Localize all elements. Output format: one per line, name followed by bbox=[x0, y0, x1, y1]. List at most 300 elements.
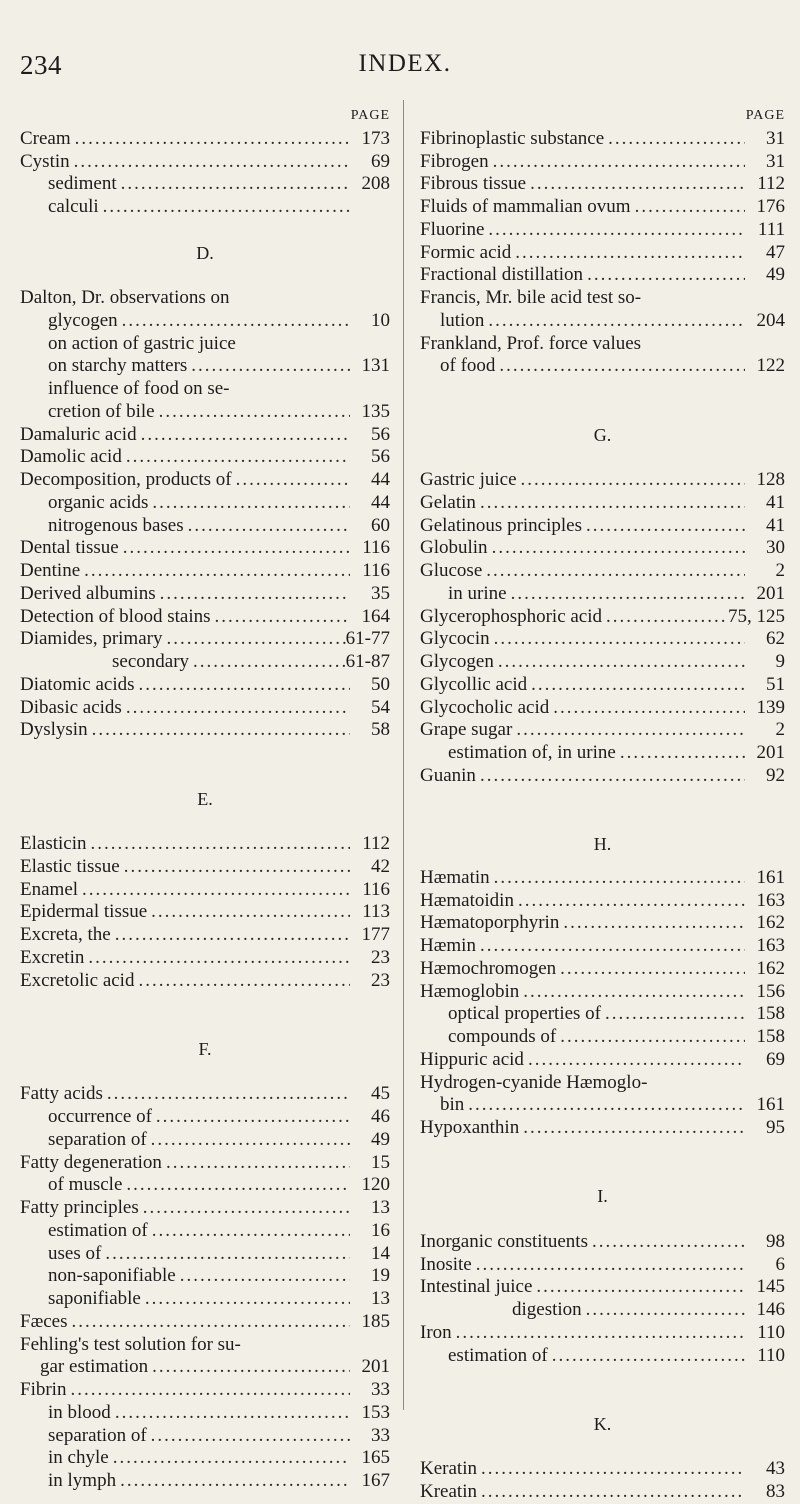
index-entry bbox=[420, 1276, 785, 1299]
section-letter: F. bbox=[198, 1038, 212, 1059]
entry-page-number: 135 bbox=[361, 400, 390, 422]
entry-term: Hæmatin bbox=[420, 866, 490, 888]
entry-page-number: 43 bbox=[766, 1458, 785, 1480]
entry-term: Intestinal juice bbox=[420, 1276, 533, 1298]
leader-dots bbox=[189, 651, 346, 674]
entry-term: Diamides, primary bbox=[20, 628, 163, 650]
leader-dots bbox=[616, 742, 745, 765]
entry-term: of muscle bbox=[48, 1174, 123, 1196]
entry-term: Damaluric acid bbox=[20, 423, 137, 445]
entry-term: in lymph bbox=[48, 1470, 117, 1491]
index-entry bbox=[20, 1447, 390, 1470]
leader-dots bbox=[556, 1026, 745, 1049]
entry-page-number: 120 bbox=[361, 1174, 390, 1196]
index-entry bbox=[420, 765, 785, 788]
entry-term: Frankland, Prof. force values bbox=[420, 332, 642, 354]
index-entry bbox=[420, 333, 785, 356]
column-divider bbox=[403, 100, 404, 1410]
leader-dots bbox=[484, 310, 745, 333]
page-header bbox=[20, 50, 790, 80]
leader-dots bbox=[495, 355, 745, 378]
index-entry bbox=[20, 970, 390, 993]
leader-dots bbox=[84, 947, 350, 970]
index-column-left bbox=[20, 105, 390, 1493]
entry-term: in chyle bbox=[48, 1447, 109, 1469]
leader-dots bbox=[548, 1345, 745, 1368]
index-entry bbox=[420, 537, 785, 560]
index-entry bbox=[420, 1254, 785, 1277]
running-title: INDEX. bbox=[358, 50, 452, 77]
entry-term: Cream bbox=[20, 127, 71, 149]
index-entry bbox=[20, 947, 390, 970]
entry-page-number: 163 bbox=[756, 935, 785, 956]
index-entry bbox=[20, 1402, 390, 1425]
entry-term: bin bbox=[440, 1094, 465, 1116]
entry-page-number: 13 bbox=[371, 1288, 390, 1309]
entry-term: digestion bbox=[512, 1299, 582, 1320]
entry-page-number: 145 bbox=[756, 1276, 785, 1298]
leader-dots bbox=[211, 606, 351, 629]
entry-page-number: 173 bbox=[361, 127, 390, 149]
index-entry bbox=[420, 1094, 785, 1117]
entry-page-number: 6 bbox=[775, 1253, 785, 1275]
spacer bbox=[420, 1208, 785, 1231]
leader-dots bbox=[519, 1117, 745, 1140]
index-entry bbox=[20, 1425, 390, 1448]
entry-term: separation of bbox=[48, 1424, 147, 1446]
index-entry bbox=[420, 1458, 785, 1481]
entry-term: Glycogen bbox=[420, 651, 494, 672]
entry-page-number: 30 bbox=[766, 537, 785, 559]
index-entry bbox=[20, 355, 390, 378]
index-entry bbox=[420, 1072, 785, 1095]
index-entry bbox=[420, 560, 785, 583]
index-entry bbox=[20, 333, 390, 356]
entry-term: Fractional distillation bbox=[420, 264, 584, 286]
entry-term: Detection of blood stains bbox=[20, 605, 211, 627]
index-entry bbox=[20, 674, 390, 697]
leader-dots bbox=[464, 1094, 745, 1117]
spacer bbox=[420, 378, 785, 401]
entry-term: Fibrin bbox=[20, 1379, 67, 1400]
leader-dots bbox=[511, 242, 745, 265]
leader-dots bbox=[109, 1447, 350, 1470]
entry-page-number: 35 bbox=[371, 582, 390, 604]
index-entry bbox=[20, 173, 390, 196]
entry-page-number: 49 bbox=[371, 1128, 390, 1150]
leader-dots bbox=[162, 628, 345, 651]
index-entry bbox=[20, 492, 390, 515]
leader-dots bbox=[514, 890, 745, 913]
leader-dots bbox=[490, 867, 745, 890]
section-letter: H. bbox=[593, 834, 612, 854]
entry-page-number: 161 bbox=[756, 866, 785, 888]
entry-term: of food bbox=[440, 355, 496, 377]
index-entry bbox=[20, 1129, 390, 1152]
entry-page-number: 110 bbox=[757, 1321, 785, 1343]
leader-dots bbox=[549, 697, 745, 720]
entry-page-number: 177 bbox=[361, 924, 390, 945]
index-entry bbox=[20, 1379, 390, 1402]
entry-page-number: 208 bbox=[361, 173, 390, 195]
entry-term: nitrogenous bases bbox=[48, 514, 184, 536]
entry-term: Hæmoglobin bbox=[420, 980, 520, 1002]
entry-term: glycogen bbox=[48, 309, 118, 331]
spacer bbox=[20, 810, 390, 833]
entry-term: estimation of bbox=[48, 1219, 148, 1241]
index-entry bbox=[420, 219, 785, 242]
entry-term: Hæmatoporphyrin bbox=[420, 912, 560, 934]
index-entry bbox=[20, 1083, 390, 1106]
entry-page-number: 23 bbox=[371, 946, 390, 968]
entry-term: lution bbox=[440, 309, 485, 331]
entry-page-number: 19 bbox=[371, 1265, 390, 1287]
leader-dots bbox=[588, 1231, 745, 1254]
index-entry bbox=[20, 310, 390, 333]
spacer bbox=[420, 401, 785, 424]
entry-page-number: 146 bbox=[756, 1299, 785, 1320]
leader-dots bbox=[476, 935, 745, 958]
index-entry bbox=[20, 469, 390, 492]
entry-page-number: 33 bbox=[371, 1379, 390, 1400]
leader-dots bbox=[601, 1003, 745, 1026]
entry-term: Glycerophosphoric acid bbox=[420, 605, 603, 627]
spacer bbox=[20, 765, 390, 788]
entry-term: calculi bbox=[48, 196, 99, 217]
leader-dots bbox=[120, 856, 350, 879]
entry-term: on starchy matters bbox=[48, 355, 188, 377]
entry-term: Fibrous tissue bbox=[420, 173, 527, 195]
index-entry bbox=[20, 1243, 390, 1266]
leader-dots bbox=[99, 196, 350, 219]
entry-page-number: 14 bbox=[371, 1242, 390, 1264]
entry-page-number: 60 bbox=[371, 514, 390, 536]
entry-page-number: 31 bbox=[766, 150, 785, 172]
entry-page-number: 128 bbox=[756, 469, 785, 490]
leader-dots bbox=[156, 583, 350, 606]
leader-dots bbox=[134, 970, 350, 993]
index-entry bbox=[20, 1197, 390, 1220]
leader-dots bbox=[148, 492, 350, 515]
index-entry bbox=[420, 196, 785, 219]
entry-page-number: 164 bbox=[361, 605, 390, 627]
entry-page-number: 56 bbox=[371, 423, 390, 445]
leader-dots bbox=[86, 833, 350, 856]
leader-dots bbox=[147, 1425, 350, 1448]
index-entry bbox=[20, 1174, 390, 1197]
entry-page-number: 69 bbox=[371, 150, 390, 172]
index-entry bbox=[20, 651, 390, 674]
leader-dots bbox=[137, 424, 350, 447]
index-entry bbox=[20, 1334, 390, 1357]
index-entry bbox=[20, 287, 390, 310]
leader-dots bbox=[103, 1083, 350, 1106]
index-entry bbox=[20, 1106, 390, 1129]
index-entry bbox=[420, 515, 785, 538]
entry-page-number: 111 bbox=[757, 218, 785, 240]
leader-dots bbox=[70, 151, 350, 174]
leader-dots bbox=[524, 1049, 745, 1072]
entry-page-number: 95 bbox=[766, 1117, 785, 1138]
entry-term: secondary bbox=[112, 651, 190, 672]
spacer bbox=[20, 219, 390, 242]
leader-dots bbox=[582, 515, 745, 538]
leader-dots bbox=[148, 1220, 350, 1243]
entry-term: Fæces bbox=[20, 1310, 68, 1332]
entry-term: Elasticin bbox=[20, 833, 87, 854]
entry-term: saponifiable bbox=[48, 1288, 141, 1309]
index-entry bbox=[20, 924, 390, 947]
entry-page-number: 156 bbox=[756, 980, 785, 1002]
leader-dots bbox=[117, 173, 350, 196]
entry-page-number: 204 bbox=[756, 309, 785, 331]
entry-page-number: 33 bbox=[371, 1424, 390, 1446]
entry-page-number: 98 bbox=[766, 1230, 785, 1252]
index-entry bbox=[420, 1003, 785, 1026]
entry-term: Gastric juice bbox=[420, 469, 517, 490]
leader-dots bbox=[101, 1243, 350, 1266]
entry-page-number: 47 bbox=[766, 241, 785, 263]
entry-page-number: 176 bbox=[756, 196, 785, 217]
entry-page-number: 50 bbox=[371, 673, 390, 695]
index-entry bbox=[20, 606, 390, 629]
index-entry bbox=[420, 492, 785, 515]
entry-page-number: 167 bbox=[361, 1470, 390, 1491]
leader-dots bbox=[176, 1265, 350, 1288]
entry-term: uses of bbox=[48, 1242, 102, 1264]
leader-dots bbox=[559, 912, 745, 935]
spacer bbox=[420, 788, 785, 811]
leader-dots bbox=[80, 560, 350, 583]
leader-dots bbox=[78, 879, 350, 902]
entry-page-number: 158 bbox=[756, 1026, 785, 1047]
index-entry bbox=[420, 128, 785, 151]
index-entry bbox=[420, 242, 785, 265]
entry-page-number: 112 bbox=[757, 173, 785, 195]
entry-term: Fibrogen bbox=[420, 150, 489, 172]
entry-term: Hæmin bbox=[420, 935, 476, 956]
index-entry bbox=[20, 537, 390, 560]
entry-term: Grape sugar bbox=[420, 719, 513, 741]
entry-term: Dibasic acids bbox=[20, 696, 122, 718]
entry-page-number: 185 bbox=[361, 1310, 390, 1332]
leader-dots bbox=[71, 128, 350, 151]
entry-term: gar estimation bbox=[40, 1356, 149, 1378]
index-entry bbox=[420, 310, 785, 333]
entry-term: Dyslysin bbox=[20, 719, 88, 741]
entry-term: influence of food on se- bbox=[48, 378, 230, 399]
entry-term: Hypoxanthin bbox=[420, 1117, 520, 1138]
entry-term: non-saponifiable bbox=[48, 1265, 176, 1287]
index-entry bbox=[420, 606, 785, 629]
index-entry bbox=[420, 1231, 785, 1254]
index-entry bbox=[420, 1299, 785, 1322]
entry-term: Diatomic acids bbox=[20, 673, 135, 695]
entry-term: Gelatinous principles bbox=[420, 514, 582, 536]
leader-dots bbox=[148, 1356, 350, 1379]
entry-term: Glycocholic acid bbox=[420, 696, 550, 718]
entry-term: organic acids bbox=[48, 491, 149, 513]
entry-page-number: 92 bbox=[766, 764, 785, 786]
index-entry bbox=[20, 196, 390, 219]
leader-dots bbox=[526, 173, 745, 196]
spacer bbox=[420, 1390, 785, 1413]
index-entry bbox=[420, 719, 785, 742]
entry-page-number: 51 bbox=[766, 673, 785, 695]
spacer bbox=[420, 446, 785, 469]
index-entry bbox=[420, 890, 785, 913]
index-entry bbox=[420, 1345, 785, 1368]
entry-page-number: 131 bbox=[361, 355, 390, 377]
leader-dots bbox=[494, 651, 745, 674]
leader-dots bbox=[452, 1322, 745, 1345]
entry-term: Excretin bbox=[20, 946, 85, 968]
entry-page-number: 110 bbox=[757, 1344, 785, 1366]
leader-dots bbox=[556, 958, 745, 981]
index-entry bbox=[20, 1311, 390, 1334]
index-entry bbox=[20, 1152, 390, 1175]
entry-term: Damolic acid bbox=[20, 446, 122, 468]
index-entry bbox=[420, 958, 785, 981]
entry-term: Globulin bbox=[420, 537, 488, 559]
section-letter: E. bbox=[197, 788, 213, 809]
leader-dots bbox=[162, 1152, 350, 1175]
index-entry bbox=[420, 469, 785, 492]
entry-page-number: 45 bbox=[371, 1083, 390, 1105]
spacer bbox=[420, 1367, 785, 1390]
entry-term: Glucose bbox=[420, 560, 483, 581]
entry-page-number: 44 bbox=[371, 469, 390, 490]
entry-term: Fatty degeneration bbox=[20, 1151, 162, 1173]
index-entry bbox=[420, 742, 785, 765]
entry-page-number: 42 bbox=[371, 855, 390, 877]
entry-page-number: 23 bbox=[371, 969, 390, 991]
entry-term: occurrence of bbox=[48, 1106, 152, 1127]
index-entry bbox=[20, 901, 390, 924]
index-entry bbox=[20, 697, 390, 720]
entry-term: Fluids of mammalian ovum bbox=[420, 196, 631, 217]
entry-page-number: 139 bbox=[756, 696, 785, 718]
index-entry bbox=[20, 833, 390, 856]
entry-term: Decomposition, products of bbox=[20, 469, 232, 490]
entry-page-number: 83 bbox=[766, 1481, 785, 1502]
index-entry bbox=[420, 981, 785, 1004]
leader-dots bbox=[472, 1254, 745, 1277]
spacer bbox=[20, 264, 390, 287]
entry-term: Kreatin bbox=[420, 1481, 477, 1502]
entry-page-number: 9 bbox=[775, 651, 785, 672]
index-entry bbox=[420, 651, 785, 674]
entry-term: Fatty principles bbox=[20, 1197, 139, 1218]
entry-page-number: 54 bbox=[371, 696, 390, 718]
leader-dots bbox=[488, 537, 745, 560]
entry-page-number: 56 bbox=[371, 446, 390, 468]
entry-page-number: 163 bbox=[756, 889, 785, 911]
index-entry bbox=[420, 173, 785, 196]
leader-dots bbox=[139, 1197, 350, 1220]
leader-dots bbox=[582, 1299, 745, 1322]
entry-term: cretion of bile bbox=[48, 400, 155, 422]
leader-dots bbox=[604, 128, 745, 151]
leader-dots bbox=[66, 1379, 350, 1402]
index-entry bbox=[420, 1049, 785, 1072]
entry-page-number: 122 bbox=[756, 355, 785, 377]
section-letter: I. bbox=[597, 1186, 608, 1207]
entry-term: estimation of, in urine bbox=[448, 742, 616, 763]
entry-term: Fibrinoplastic substance bbox=[420, 127, 605, 149]
entry-page-number: 162 bbox=[756, 912, 785, 934]
leader-dots bbox=[476, 765, 745, 788]
leader-dots bbox=[119, 537, 350, 560]
leader-dots bbox=[135, 674, 351, 697]
entry-page-number: 113 bbox=[362, 901, 390, 923]
entry-term: Fluorine bbox=[420, 218, 485, 240]
leader-dots bbox=[631, 196, 745, 219]
entry-term: in blood bbox=[48, 1401, 111, 1423]
entry-page-number: 161 bbox=[756, 1094, 785, 1116]
entry-page-number: 58 bbox=[371, 719, 390, 741]
index-entry bbox=[20, 128, 390, 151]
index-entry bbox=[420, 867, 785, 890]
entry-page-number: 61-77 bbox=[345, 628, 390, 650]
entry-page-number: 153 bbox=[361, 1401, 390, 1423]
page-column-heading: PAGE bbox=[350, 108, 390, 123]
entry-term: Glycocin bbox=[420, 628, 490, 650]
index-entry bbox=[20, 515, 390, 538]
section-letter: D. bbox=[196, 242, 214, 263]
entry-term: compounds of bbox=[448, 1026, 557, 1047]
entry-page-number: 116 bbox=[362, 537, 390, 559]
index-entry bbox=[420, 355, 785, 378]
section-letter: G. bbox=[593, 424, 612, 445]
index-entry bbox=[20, 1356, 390, 1379]
leader-dots bbox=[122, 1174, 350, 1197]
entry-term: Hydrogen-cyanide Hæmoglo- bbox=[420, 1071, 648, 1093]
leader-dots bbox=[88, 719, 350, 742]
leader-dots bbox=[477, 1458, 745, 1481]
entry-term: sediment bbox=[48, 173, 117, 195]
entry-page-number: 158 bbox=[756, 1003, 785, 1025]
spacer bbox=[420, 856, 785, 867]
entry-term: Keratin bbox=[420, 1458, 477, 1480]
leader-dots bbox=[187, 355, 350, 378]
entry-term: Guanin bbox=[420, 764, 476, 786]
entry-term: in urine bbox=[448, 582, 507, 604]
leader-dots bbox=[519, 981, 745, 1004]
index-entry bbox=[420, 697, 785, 720]
leader-dots bbox=[111, 1402, 350, 1425]
leader-dots bbox=[527, 674, 745, 697]
entry-term: Formic acid bbox=[420, 241, 512, 263]
index-entry bbox=[420, 1026, 785, 1049]
spacer bbox=[420, 1140, 785, 1163]
index-entry bbox=[20, 879, 390, 902]
entry-page-number: 62 bbox=[766, 628, 785, 650]
entry-term: separation of bbox=[48, 1128, 147, 1150]
index-entry bbox=[420, 583, 785, 606]
entry-term: Epidermal tissue bbox=[20, 901, 148, 923]
leader-dots bbox=[111, 924, 350, 947]
leader-dots bbox=[532, 1276, 745, 1299]
entry-page-number: 201 bbox=[361, 1356, 390, 1378]
entry-page-number: 112 bbox=[362, 833, 390, 854]
entry-term: Hæmochromogen bbox=[420, 957, 557, 979]
spacer bbox=[420, 810, 785, 833]
spacer bbox=[20, 1061, 390, 1084]
leader-dots bbox=[141, 1288, 350, 1311]
entry-page-number: 61-87 bbox=[345, 651, 390, 672]
index-entry bbox=[20, 424, 390, 447]
